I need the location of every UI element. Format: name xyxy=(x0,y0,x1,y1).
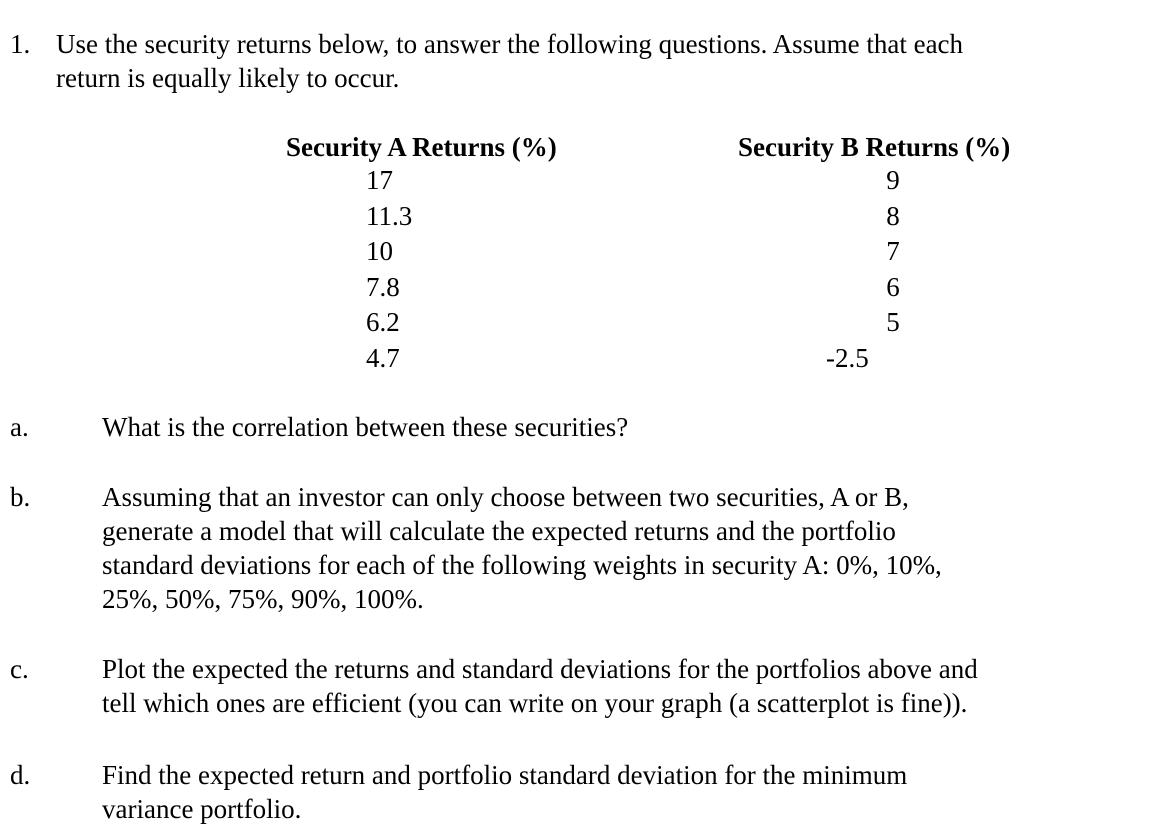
part-d-line: Find the expected return and portfolio standard deviation for the minimum xyxy=(102,760,908,790)
security-a-return: 11.3 xyxy=(366,200,413,231)
part-b-letter: b. xyxy=(10,482,31,512)
security-b-return: 5 xyxy=(886,307,900,337)
security-b-return: 8 xyxy=(886,200,900,231)
question-line: Use the security returns below, to answer the following questions. Assume that each xyxy=(56,29,964,59)
part-d-text xyxy=(102,758,1132,826)
part-c-text xyxy=(102,652,1132,720)
part-a-text xyxy=(102,410,1132,444)
part-d-letter: d. xyxy=(10,760,31,790)
part-a-letter: a. xyxy=(10,412,29,442)
part-b-line: standard deviations for each of the following weights in security A: 0%, 10%, xyxy=(102,550,942,580)
question-line: return is equally likely to occur. xyxy=(56,63,400,93)
part-a-line: What is the correlation between these securities? xyxy=(102,412,629,442)
security-a-return: 4.7 xyxy=(366,342,400,373)
part-b-line: Assuming that an investor can only choose between two securities, A or B, xyxy=(102,482,909,512)
part-b-text xyxy=(102,480,1132,616)
security-a-header: Security A Returns (%) xyxy=(286,132,557,162)
security-b-return: -2.5 xyxy=(826,342,869,373)
part-c-line: tell which ones are efficient (you can write on your graph (a scatterplot is fine)). xyxy=(102,688,968,718)
part-b-line: 25%, 50%, 75%, 90%, 100%. xyxy=(102,584,424,614)
part-b-line: generate a model that will calculate the expected returns and the portfolio xyxy=(102,516,896,546)
security-a-return: 17 xyxy=(366,165,393,195)
security-b-return: 9 xyxy=(886,165,900,195)
question-text xyxy=(56,27,1136,95)
security-a-return: 10 xyxy=(366,236,393,266)
security-b-return: 7 xyxy=(886,236,900,266)
part-c-letter: c. xyxy=(10,654,29,684)
security-b-return: 6 xyxy=(886,271,900,302)
security-a-column xyxy=(286,131,557,376)
security-b-header: Security B Returns (%) xyxy=(738,132,1011,162)
part-c-line: Plot the expected the returns and standard deviations for the portfolios above and xyxy=(102,654,978,684)
question-number: 1. xyxy=(10,29,31,59)
part-d-line: variance portfolio. xyxy=(102,794,302,824)
security-b-column xyxy=(738,131,1048,376)
security-a-return: 6.2 xyxy=(366,307,400,337)
security-a-return: 7.8 xyxy=(366,271,400,302)
